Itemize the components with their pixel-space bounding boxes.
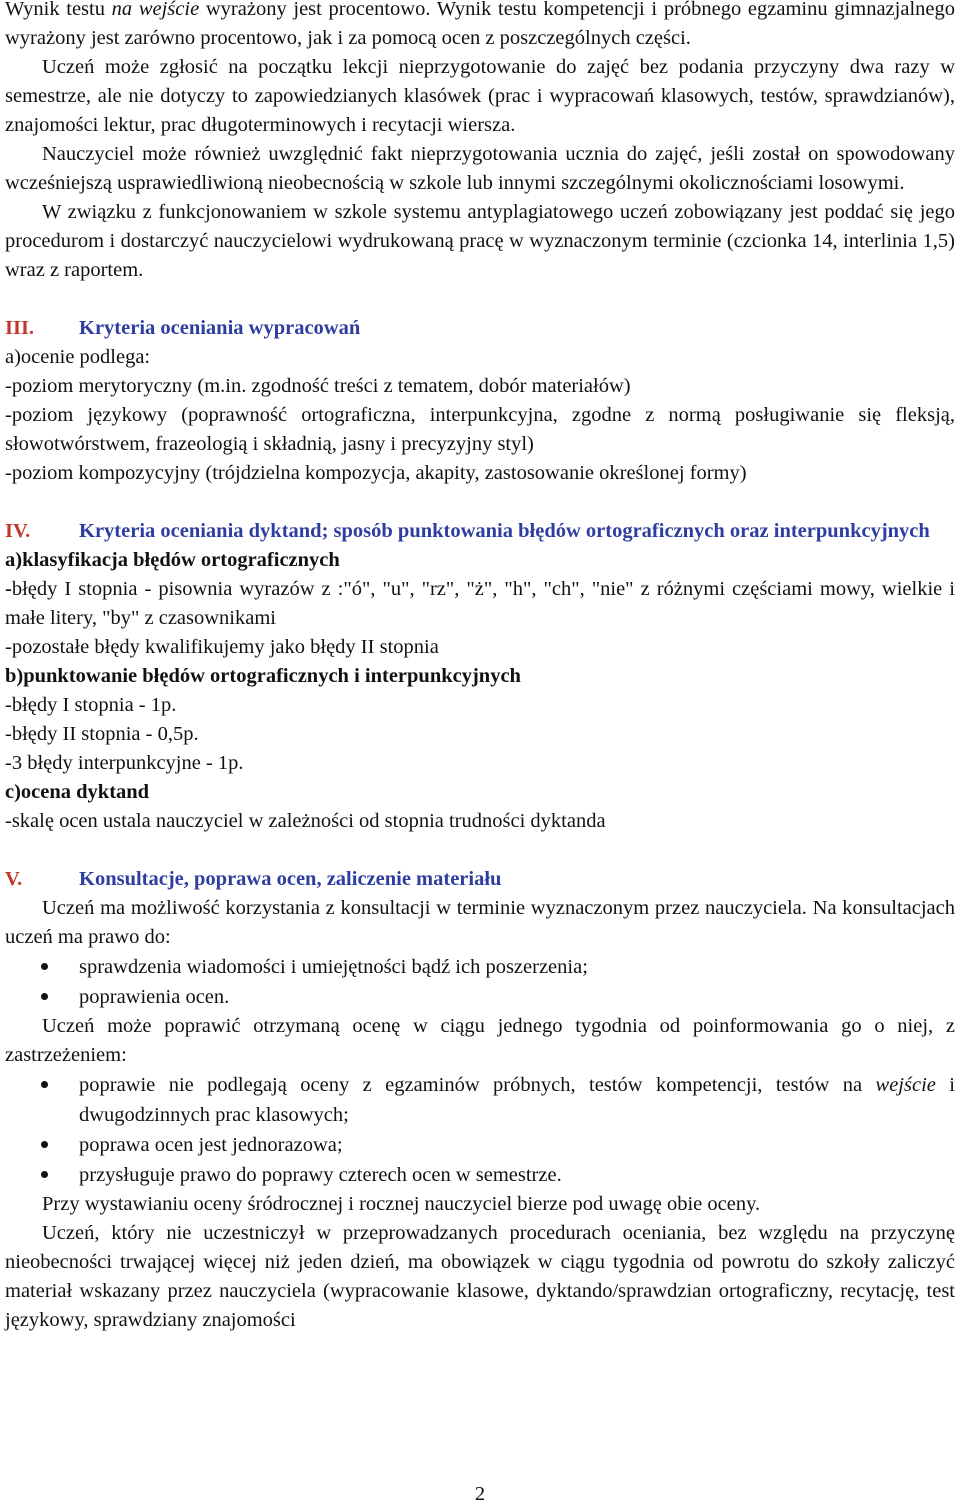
scoring-line: -3 błędy interpunkcyjne - 1p. — [5, 752, 244, 774]
essay-criteria-line: -poziom językowy (poprawność ortograficzna, interpunkcyjna, zgodne z normą posługiwanie się fleksją, słowotwórstwem, frazeologią i składnią, jasny i precyzyjny styl) — [5, 404, 955, 455]
essay-criteria-line: a)ocenie podlega: — [5, 346, 151, 368]
paragraph-teacher-consideration: Nauczyciel może również uwzględnić fakt nieprzygotowania ucznia do zajęć, jeśli został on spowodowany wcześniejszą usprawiedliwioną nieobecnością w szkole lub innymi szczególnymi okolicznościami losowymi. — [5, 143, 955, 194]
paragraph-grade-improvement: Uczeń może poprawić otrzymaną ocenę w ciągu jednego tygodnia od poinformowania go o niej, z zastrzeżeniem: — [5, 1015, 955, 1066]
paragraph-antiplagiarism: W związku z funkcjonowaniem w szkole systemu antyplagiatowego uczeń zobowiązany jest poddać się jego procedurom i dostarczyć nauczycielowi wydrukowaną pracę w wyznaczonym terminie (czcionka 14, interlinia 1,5) wraz z raportem. — [5, 201, 955, 281]
paragraph-test-results: Wynik testu na wejście wyrażony jest procentowo. Wynik testu kompetencji i próbnego egzaminu gimnazjalnego wyrażony jest zarówno procentowo, jak i za pomocą ocen z poszczególnych części. — [5, 0, 955, 49]
essay-criteria-line: -poziom kompozycyjny (trójdzielna kompozycja, akapity, zastosowanie określonej formy) — [5, 462, 747, 484]
list-item: poprawienia ocen. — [5, 982, 955, 1012]
paragraph-unprepared: Uczeń może zgłosić na początku lekcji nieprzygotowanie do zajęć bez podania przyczyny dwa razy w semestrze, ale nie dotyczy to zapowiedzianych klasówek (prac i wypracowań klasowych, testów, sprawdzianów), znajomości lektur, prac długoterminowych i recytacji wiersza. — [5, 56, 955, 136]
section-heading-iv — [5, 517, 955, 546]
essay-criteria-line: -poziom merytoryczny (m.in. zgodność treści z tematem, dobór materiałów) — [5, 375, 631, 397]
scoring-line: -błędy I stopnia - 1p. — [5, 694, 177, 716]
section-title: Kryteria oceniania dyktand; sposób punktowania błędów ortograficznych oraz interpunkcyjnych — [79, 520, 930, 542]
list-item: poprawie nie podlegają oceny z egzaminów próbnych, testów kompetencji, testów na wejście i dwugodzinnych prac klasowych; — [5, 1070, 955, 1130]
list-item: poprawa ocen jest jednorazowa; — [5, 1130, 955, 1160]
section-number: IV. — [5, 520, 31, 542]
subheading-dictation-grade: c)ocena dyktand — [5, 781, 150, 803]
improvement-conditions-list — [5, 1070, 955, 1190]
error-class-line: -błędy I stopnia - pisownia wyrazów z :"ó", "u", "rz", "ż", "h", "ch", "nie" z różnymi częściami mowy, wielkie i małe litery, "by" z czasownikami — [5, 578, 955, 629]
paragraph-absence: Uczeń, który nie uczestniczył w przeprowadzanych procedurach oceniania, bez względu na przyczynę nieobecności trwającej więcej niż jeden dzień, ma obowiązek w ciągu tygodnia od powrotu do szkoły zaliczyć materiał wskazany przez nauczyciela (wypracowanie klasowe, dyktando/sprawdzian ortograficzny, recytację, test językowy, sprawdziany znajomości — [5, 1222, 955, 1331]
section-title: Konsultacje, poprawa ocen, zaliczenie materiału — [79, 868, 502, 890]
page-number: 2 — [474, 1483, 486, 1505]
dictation-grade-line: -skalę ocen ustala nauczyciel w zależności od stopnia trudności dyktanda — [5, 810, 606, 832]
section-heading-v — [5, 865, 955, 894]
subheading-classification: a)klasyfikacja błędów ortograficznych — [5, 549, 340, 571]
scoring-line: -błędy II stopnia - 0,5p. — [5, 723, 199, 745]
bullet-icon — [41, 1171, 48, 1178]
document-page — [5, 0, 955, 1335]
error-class-line: -pozostałe błędy kwalifikujemy jako błędy II stopnia — [5, 636, 439, 658]
subheading-scoring: b)punktowanie błędów ortograficznych i interpunkcyjnych — [5, 665, 521, 687]
section-number: V. — [5, 868, 23, 890]
list-item: sprawdzenia wiadomości i umiejętności bądź ich poszerzenia; — [5, 952, 955, 982]
bullet-icon — [41, 963, 48, 970]
bullet-icon — [41, 993, 48, 1000]
bullet-icon — [41, 1141, 48, 1148]
paragraph-semester-grade: Przy wystawianiu oceny śródrocznej i rocznej nauczyciel bierze pod uwagę obie oceny. — [42, 1193, 761, 1215]
bullet-icon — [41, 1081, 48, 1088]
paragraph-consultations: Uczeń ma możliwość korzystania z konsultacji w terminie wyznaczonym przez nauczyciela. Na konsultacjach uczeń ma prawo do: — [5, 897, 955, 948]
section-number: III. — [5, 317, 35, 339]
section-title: Kryteria oceniania wypracowań — [79, 317, 361, 339]
consultation-rights-list — [5, 952, 955, 1012]
list-item: przysługuje prawo do poprawy czterech ocen w semestrze. — [5, 1160, 955, 1190]
section-heading-iii — [5, 314, 955, 343]
